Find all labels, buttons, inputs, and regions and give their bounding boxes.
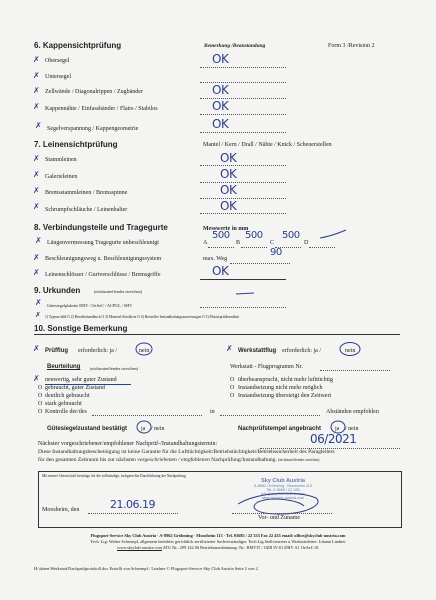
werkstattflug-label: Werkstattflug xyxy=(238,348,277,354)
item-leinenschloesser: Leinenschlösser / Gurtverschlüsse / Bremsgriffe xyxy=(45,272,161,278)
check-mark-icon: ✗ xyxy=(35,121,42,130)
item-stammleinen: Stammleinen xyxy=(45,157,77,163)
item-kappennaehte: Kappennähte / Einfassbänder / Flairs / Stabilos xyxy=(45,106,158,112)
item-galerieleinen: Galerieleinen xyxy=(45,174,78,180)
in-label: in xyxy=(210,409,215,415)
guetesiegel-nein: / nein xyxy=(151,426,165,432)
section-8-column-header: Messwerte in mm xyxy=(203,226,249,232)
radio-icon: O xyxy=(230,385,235,391)
entry-galerieleinen: OK xyxy=(220,167,237,181)
radio-icon: O xyxy=(38,409,43,415)
item-zellwaende: Zellwände / Diagonalrippen / Zugbänder xyxy=(45,89,143,95)
website-link[interactable]: www.skyclub-austria.com xyxy=(117,545,162,550)
section-6-column-header: Bemerkung /Beanstandung xyxy=(204,43,266,49)
disclaimer-line-2: für den gesamten Zeitraum bis zur nächsten vorgeschriebenen / empfohlenen Nachprüfung/Instandhaltung. (nichtzutreffendes streichen) xyxy=(38,457,320,463)
beurteilung-label: Beurteilung xyxy=(47,364,81,370)
opt-stark: stark gebraucht xyxy=(45,401,82,407)
section-9-title: 9. Urkunden xyxy=(34,286,81,295)
section-7-title: 7. Leinensichtprüfung xyxy=(34,140,118,149)
radio-icon: O xyxy=(230,393,235,399)
guetesiegel-ja: ja xyxy=(141,426,146,432)
radio-icon: O xyxy=(230,377,235,383)
pruefflug-question: erforderlich: ja / xyxy=(78,348,117,354)
label-b: B xyxy=(236,240,241,246)
nachpruefstempel-nein: / nein xyxy=(345,426,359,432)
check-mark-icon: ✗ xyxy=(35,311,41,319)
check-mark-icon: ✗ xyxy=(35,298,42,307)
check-mark-icon: ✗ xyxy=(33,86,40,95)
label-a: A xyxy=(203,240,208,246)
opt-instandsetzung-zeitwert: Instandsetzung übersteigt den Zeitwert xyxy=(238,393,332,399)
opt-ueberbeansprucht: überbeansprucht, nicht mehr lufttüchtig xyxy=(238,377,333,383)
check-mark-icon: ✗ xyxy=(33,71,40,80)
werkstattflug-answer: nein xyxy=(345,348,356,354)
value-b: 500 xyxy=(245,230,263,241)
naechster-termin-label: Nächster vorgeschriebener/empfohlener Nachprüf-/Instandhaltungstermin: xyxy=(38,441,218,447)
opt-kontrolle: Kontrolle der/des xyxy=(45,409,87,415)
signature-note: Mit meiner Unterschrift bestätige ich die vollständige, fachgerechte Durchführung der Nachprüfung xyxy=(42,474,186,478)
check-mark-icon: ✗ xyxy=(33,374,40,383)
footer-line-2: Tech. Ltg: Walter Schrempf, allgemein beeideter gerichtlich zertifizierter Sachverständiger. Tech.Ltg.Stellvertreter u.Werkstattleiter: Johann Lindner xyxy=(90,539,346,544)
werkstattflug-question: erforderlich: ja / xyxy=(282,348,321,354)
footer-line-1: Flugsport-Service Sky Club Austria · A-8962 Gröbming · Moosheim 113 · Tel. 03685 / 22 333 Fax 22 433 email: office@skyclub-austria.com xyxy=(90,533,346,538)
item-bremsstammleinen: Bremsstammleinen / Bremsspinne xyxy=(45,190,128,196)
workshop-stamp: Sky Club Austria A-8962 Gröbming · Moosheim 113 Tel. 0 3685 / 22 333 info@skyclub-austria.com www.skyclub-austria.com xyxy=(254,478,312,500)
check-mark-icon: ✗ xyxy=(33,202,40,211)
entry-segelverspannung: OK xyxy=(212,117,229,131)
check-mark-icon: ✗ xyxy=(35,236,42,245)
item-laengenvermessung: Längenvermessung Tragegurte unbeschleunigt xyxy=(47,240,159,246)
value-a: 500 xyxy=(212,230,230,241)
entry-stammleinen: OK xyxy=(220,151,237,165)
item-guetesiegelplakette: Gütesiegelplakette DHV / OeAeC / ACPUL / SHV xyxy=(47,303,133,308)
value-c: 500 xyxy=(282,230,300,241)
werkstatt-flugprogramm: Werkstatt - Flugprogramm Nr. xyxy=(230,364,303,370)
section-9-subtitle: (nichtzutreffendes streichen) xyxy=(94,289,142,294)
max-weg-value: 90 xyxy=(270,247,282,258)
nachpruefstempel-label: Nachprüfstempel angebracht xyxy=(238,426,322,432)
label-c: C xyxy=(270,240,275,246)
check-mark-icon: ✗ xyxy=(33,186,40,195)
section-8-title: 8. Verbindungsteile und Tragegurte xyxy=(34,223,168,232)
section-7-column-header: Mantel / Kern / Drall / Nähte / Knick / Scheuerstellen xyxy=(203,142,332,148)
tick-stroke-icon xyxy=(318,228,348,242)
check-mark-icon: ✗ xyxy=(226,344,233,353)
check-mark-icon: ✗ xyxy=(33,55,40,64)
abstand-label: Abständen empfohlen xyxy=(326,409,379,415)
item-segelverspannung: Segelverspannung / Kappengeometrie xyxy=(47,126,139,132)
documents-list: 1) Typenschild O 2) Betriebshandbuch O 3) Material-Stückliste O 4) Hersteller Instandhaltungsanweisungen O 5) Musterprüfkennblatt xyxy=(45,315,240,319)
beurteilung-note: (nichtzutreffendes streichen) xyxy=(90,366,138,371)
circle-mark-icon xyxy=(134,341,154,357)
item-untersegel: Untersegel xyxy=(45,74,71,80)
form-revision: Form 3 /Revision 2 xyxy=(328,43,375,49)
opt-instandsetzung-nicht: Instandsetzung nicht mehr möglich xyxy=(238,385,323,391)
pruefflug-answer: nein xyxy=(139,348,150,354)
check-mark-icon: ✗ xyxy=(33,253,40,262)
dash-stroke-icon xyxy=(234,288,256,300)
radio-icon: O xyxy=(38,393,43,399)
check-mark-icon: ✗ xyxy=(33,154,40,163)
disclaimer-line-1: Diese Instandhaltungsbescheinigung ist keine Garantie für die Lufttüchtigkeit/Betriebstüchtigkeit/Betriebssicherheit des Paragleiters xyxy=(38,449,335,455)
name-label: Vor- und Zuname xyxy=(258,515,301,521)
item-schrumpfschlaeuche: Schrumpfschläuche / Leinenhalter xyxy=(45,207,128,213)
opt-gebraucht: gebraucht, guter Zustand xyxy=(45,385,105,391)
entry-bremsstammleinen: OK xyxy=(220,183,237,197)
item-beschleunigungsweg: Beschleunigungsweg u. Beschleunigungssystem xyxy=(45,256,162,262)
signature-box xyxy=(38,471,402,528)
guetesiegel-label: Gütesiegelzustand bestätigt xyxy=(47,426,128,432)
item-obersegel: Obersegel xyxy=(45,58,70,64)
check-mark-icon: ✗ xyxy=(33,102,40,111)
entry-zellwaende: OK xyxy=(212,83,229,97)
entry-schrumpfschlaeuche: OK xyxy=(220,199,237,213)
opt-deutlich: deutlich gebraucht xyxy=(45,393,90,399)
naechster-termin-value: 06/2021 xyxy=(310,432,357,446)
entry-kappennaehte: OK xyxy=(212,99,229,113)
footer-file-path: H:\daten\Werkstatt\Nachprüfprotokoll.doc Erstellt von Schrempf / Lindner © Flugsport-Service Sky Club Austria Seite 2 von 2 xyxy=(34,566,258,571)
nachpruefstempel-ja: ja xyxy=(335,426,340,432)
label-d: D xyxy=(304,240,309,246)
section-6-title: 6. Kappensichtprüfung xyxy=(34,41,122,50)
opt-neuwertig: neuwertig, sehr guter Zustand xyxy=(45,377,117,383)
footer-line-3: www.skyclub-austria.com ATU Nr.: 299 142 06 Betriebsanerkennung: Nr.: BMVIT / OZB IV-01 DHV A1 OeAeC 01 xyxy=(117,545,319,550)
check-mark-icon: ✗ xyxy=(33,268,40,277)
radio-icon: O xyxy=(38,401,43,407)
signature-date: 21.06.19 xyxy=(110,498,155,511)
check-mark-icon: ✗ xyxy=(33,170,40,179)
radio-icon: O xyxy=(38,385,43,391)
entry-obersegel: OK xyxy=(212,52,229,66)
pruefflug-label: Prüfflug xyxy=(45,348,68,354)
circle-mark-icon xyxy=(338,341,362,357)
place-date-label: Moosheim, den xyxy=(42,507,80,513)
section-10-title: 10. Sonstige Bemerkung xyxy=(34,324,128,333)
check-mark-icon: ✗ xyxy=(33,344,40,353)
entry-leinenschloesser: OK xyxy=(212,264,229,278)
max-weg-label: max. Weg xyxy=(203,256,228,262)
